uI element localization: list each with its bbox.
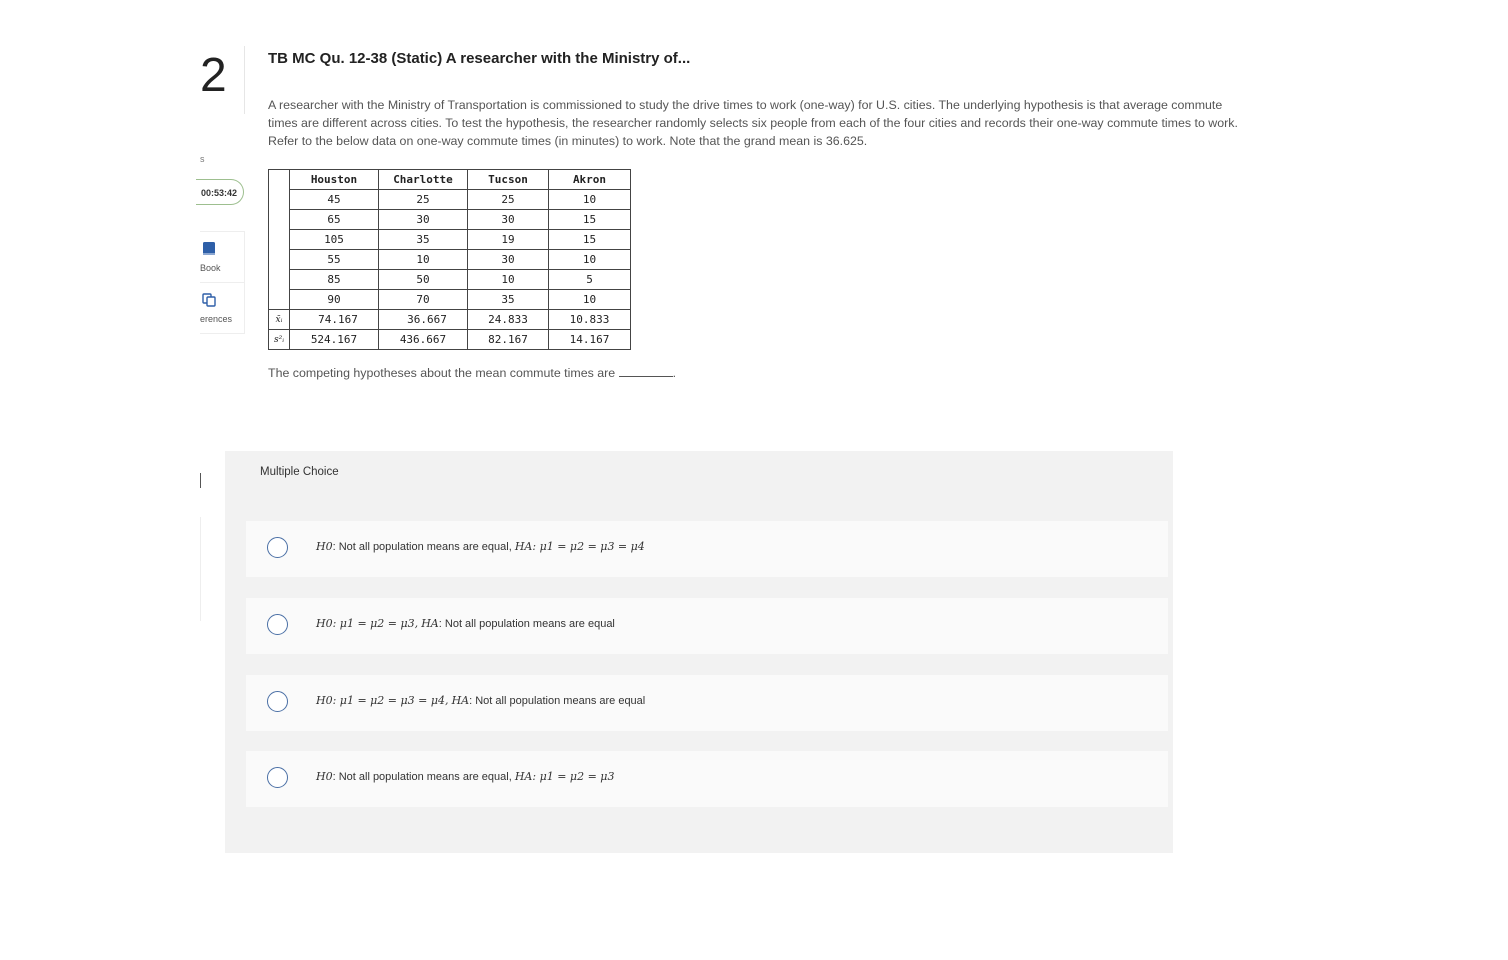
h0-text: : μ1 = μ2 = μ3 = μ4, (332, 694, 449, 707)
table-mean-row (269, 310, 631, 330)
table-cell: 524.167 (290, 330, 379, 350)
table-header-houston: Houston (290, 170, 379, 190)
table-cell: 10 (549, 290, 631, 310)
radio-button[interactable] (267, 614, 288, 635)
radio-button[interactable] (267, 691, 288, 712)
table-cell: 50 (379, 270, 468, 290)
table-cell: 24.833 (468, 310, 549, 330)
table-cell: 25 (379, 190, 468, 210)
table-row (269, 290, 631, 310)
rail-divider (200, 473, 201, 488)
ha-symbol: HA (514, 770, 533, 783)
table-variance-row (269, 330, 631, 350)
table-cell: 65 (290, 210, 379, 230)
choice-option-c[interactable] (246, 675, 1168, 731)
table-header-row (269, 170, 631, 190)
table-cell: 30 (468, 250, 549, 270)
table-cell: 35 (379, 230, 468, 250)
table-cell: 30 (468, 210, 549, 230)
choice-text (316, 694, 645, 707)
copy-icon (202, 293, 216, 307)
radio-button[interactable] (267, 537, 288, 558)
table-cell: 15 (549, 230, 631, 250)
row-label-cell (269, 230, 290, 250)
table-cell: 5 (549, 270, 631, 290)
table-cell: 30 (379, 210, 468, 230)
table-row (269, 230, 631, 250)
answer-blank (619, 366, 673, 377)
ha-symbol: HA (421, 617, 439, 630)
competing-hypotheses-text (268, 366, 676, 380)
ha-text: : μ1 = μ2 = μ3 = μ4 (532, 540, 645, 553)
ebook-label: Book (200, 263, 221, 273)
radio-button[interactable] (267, 767, 288, 788)
table-cell: 14.167 (549, 330, 631, 350)
references-label: erences (200, 314, 233, 324)
choice-option-a[interactable] (246, 521, 1168, 577)
table-row (269, 250, 631, 270)
table-cell: 82.167 (468, 330, 549, 350)
rail-divider-light (200, 517, 201, 621)
references-button[interactable] (200, 282, 245, 334)
h0-text: : Not all population means are equal, (332, 771, 512, 783)
table-header-charlotte: Charlotte (379, 170, 468, 190)
choice-option-d[interactable] (246, 751, 1168, 807)
table-header-tucson: Tucson (468, 170, 549, 190)
variance-label: s²ᵢ (269, 330, 290, 350)
table-row (269, 270, 631, 290)
book-icon (202, 242, 216, 256)
mean-label: x̄ᵢ (269, 310, 290, 330)
row-label-cell (269, 210, 290, 230)
table-row (269, 210, 631, 230)
table-cell: 19 (468, 230, 549, 250)
competing-period: . (672, 366, 677, 380)
table-cell: 436.667 (379, 330, 468, 350)
choice-text (316, 540, 645, 553)
ha-text: : Not all population means are equal (438, 618, 615, 630)
question-title: TB MC Qu. 12-38 (Static) A researcher with the Ministry of... (268, 50, 691, 67)
row-label-cell (269, 250, 290, 270)
table-cell: 105 (290, 230, 379, 250)
row-label-cell (269, 290, 290, 310)
row-label-cell (269, 270, 290, 290)
choice-text (316, 617, 615, 630)
ha-text: : Not all population means are equal (469, 695, 646, 707)
table-cell: 15 (549, 210, 631, 230)
table-row (269, 190, 631, 210)
table-cell: 10.833 (549, 310, 631, 330)
row-label-cell (269, 190, 290, 210)
competing-text: The competing hypotheses about the mean commute times are (268, 366, 616, 380)
h0-text: : Not all population means are equal, (332, 541, 512, 553)
table-cell: 55 (290, 250, 379, 270)
table-cell: 25 (468, 190, 549, 210)
rail-label-s: s (200, 154, 205, 164)
ha-symbol: HA (451, 694, 470, 707)
multiple-choice-panel (225, 451, 1173, 853)
table-cell: 45 (290, 190, 379, 210)
h0-symbol: H0 (316, 617, 333, 630)
table-cell: 10 (549, 250, 631, 270)
table-cell: 85 (290, 270, 379, 290)
table-cell: 90 (290, 290, 379, 310)
question-prompt: A researcher with the Ministry of Transportation is commissioned to study the drive times to work (one-way) for U.S. cities. The underlying hypothesis is that average commute times are different across cities. To test the hypothesis, the researcher randomly selects six people from each of the four cities and records their one-way commute times to work. Refer to the below data on one-way commute times (in minutes) to work. Note that the grand mean is 36.625. (268, 98, 1238, 148)
table-cell: 70 (379, 290, 468, 310)
table-header-akron: Akron (549, 170, 631, 190)
multiple-choice-heading: Multiple Choice (260, 466, 339, 478)
table-cell: 10 (379, 250, 468, 270)
h0-symbol: H0 (316, 540, 333, 553)
timer-badge: 00:53:42 (196, 179, 244, 205)
ha-symbol: HA (514, 540, 533, 553)
ebook-button[interactable] (200, 231, 245, 283)
table-corner (269, 170, 290, 190)
table-cell: 10 (468, 270, 549, 290)
table-cell: 36.667 (379, 310, 468, 330)
choice-text (316, 770, 614, 783)
choice-option-b[interactable] (246, 598, 1168, 654)
ha-text: : μ1 = μ2 = μ3 (532, 770, 615, 783)
commute-data-table (268, 169, 631, 350)
h0-symbol: H0 (316, 770, 333, 783)
table-cell: 10 (549, 190, 631, 210)
question-number: 2 (200, 46, 245, 114)
table-cell: 74.167 (290, 310, 379, 330)
table-cell: 35 (468, 290, 549, 310)
h0-text: : μ1 = μ2 = μ3, (332, 617, 419, 630)
h0-symbol: H0 (316, 694, 333, 707)
